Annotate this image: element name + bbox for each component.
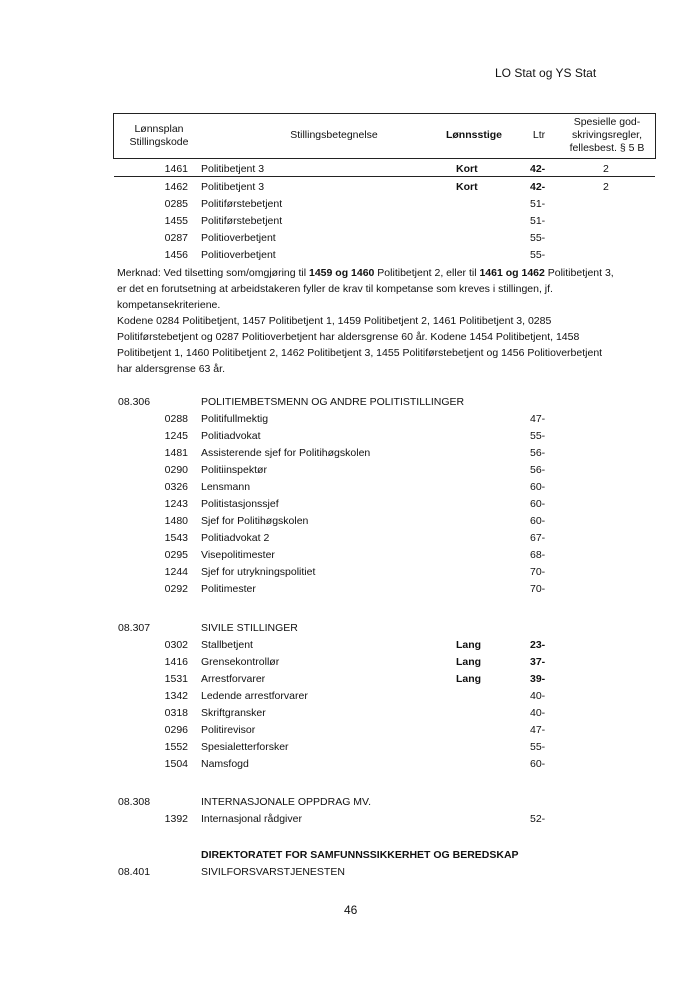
- row-ltr: 42-: [530, 181, 546, 193]
- row-title: Namsfogd: [201, 758, 249, 770]
- table-row: [0, 758, 700, 775]
- table-row: [0, 232, 700, 249]
- col-stige-header: Lønnsstige: [445, 129, 502, 141]
- section-title: POLITIEMBETSMENN OG ANDRE POLITISTILLINGER: [201, 396, 465, 408]
- row-spes: 2: [603, 181, 609, 193]
- row-title: Visepolitimester: [201, 549, 275, 561]
- row-title: Politioverbetjent: [201, 249, 276, 261]
- section-title: SIVILE STILLINGER: [201, 622, 298, 634]
- row-ltr: 39-: [530, 673, 546, 685]
- row-stige: Lang: [456, 656, 482, 668]
- row-code: 0302: [164, 639, 188, 651]
- table-row: [0, 741, 700, 758]
- table-row: [0, 724, 700, 741]
- col1-line1: Lønnsplan: [134, 123, 184, 135]
- note-paragraph: [117, 265, 657, 377]
- row-code: 1245: [164, 430, 188, 442]
- row-title: Politiførstebetjent: [201, 215, 283, 227]
- row-title: Stallbetjent: [201, 639, 253, 651]
- row-stige: Kort: [456, 163, 478, 175]
- row-title: Politimester: [201, 583, 256, 595]
- row-title: Sjef for utrykningspolitiet: [201, 566, 316, 578]
- row-ltr: 56-: [530, 464, 546, 476]
- row-code: 1455: [164, 215, 188, 227]
- table-row: [0, 566, 700, 583]
- table-row: [0, 447, 700, 464]
- row-code: 0287: [164, 232, 188, 244]
- row-code: 1481: [164, 447, 188, 459]
- row-code: 0285: [164, 198, 188, 210]
- row-code: 1480: [164, 515, 188, 527]
- row-ltr: 40-: [530, 707, 546, 719]
- row-title: Arrestforvarer: [201, 673, 266, 685]
- table-row: [0, 215, 700, 232]
- note-line2: er det en forutsetning at arbeidstakeren fyller de krav til kompetanse som kreves i stillingen, jf.: [117, 283, 553, 295]
- note-bold-codes: 1459 og 1460: [309, 267, 375, 279]
- note-line6: Politibetjent 1, 1460 Politibetjent 2, 1462 Politibetjent 3, 1455 Politiførstebetjent og 1456 Politioverbetjent: [117, 347, 603, 359]
- section-code: 08.306: [118, 396, 151, 408]
- row-ltr: 70-: [530, 566, 546, 578]
- row-code: 1392: [164, 813, 188, 825]
- row-stige: Kort: [456, 181, 478, 193]
- note-line1: [117, 265, 657, 281]
- row-code: 0295: [164, 549, 188, 561]
- row-title: Politistasjonssjef: [201, 498, 279, 510]
- note-line3: kompetansekriteriene.: [117, 299, 221, 311]
- row-ltr: 60-: [530, 758, 546, 770]
- col-lonnsplan-header: [114, 123, 204, 149]
- note-bold-codes: 1461 og 1462: [479, 267, 545, 279]
- row-title: Assisterende sjef for Politihøgskolen: [201, 447, 371, 459]
- note-line7: har aldersgrense 63 år.: [117, 363, 225, 375]
- row-spes: 2: [603, 163, 609, 175]
- row-ltr: 60-: [530, 481, 546, 493]
- row-code: 1244: [164, 566, 188, 578]
- row-ltr: 67-: [530, 532, 546, 544]
- row-ltr: 47-: [530, 724, 546, 736]
- section-code: 08.308: [118, 796, 151, 808]
- col5-line2: skrivingsregler,: [571, 129, 643, 141]
- table-separator: [114, 176, 655, 177]
- col-ltr-header: Ltr: [532, 129, 546, 141]
- directorate-heading: DIREKTORATET FOR SAMFUNNSSIKKERHET OG BEREDSKAP: [201, 849, 519, 861]
- table-row: [0, 413, 700, 430]
- row-title: Politibetjent 3: [201, 181, 265, 193]
- row-ltr: 55-: [530, 249, 546, 261]
- row-ltr: 23-: [530, 639, 546, 651]
- table-row: [0, 690, 700, 707]
- row-ltr: 40-: [530, 690, 546, 702]
- row-title: Ledende arrestforvarer: [201, 690, 308, 702]
- row-ltr: 55-: [530, 430, 546, 442]
- table-row: [0, 198, 700, 215]
- table-row: [0, 583, 700, 600]
- table-row: [0, 181, 700, 198]
- row-code: 0290: [164, 464, 188, 476]
- table-row: [0, 549, 700, 566]
- note-text: Politibetjent 2, eller til: [374, 267, 480, 279]
- row-title: Spesialetterforsker: [201, 741, 289, 753]
- row-title: Politiførstebetjent: [201, 198, 283, 210]
- row-ltr: 42-: [530, 163, 546, 175]
- row-title: Lensmann: [201, 481, 251, 493]
- row-stige: Lang: [456, 673, 482, 685]
- col-title-header: Stillingsbetegnelse: [290, 129, 378, 141]
- page-number: 46: [344, 903, 358, 917]
- note-text: Merknad: Ved tilsetting som/omgjøring til: [117, 267, 309, 279]
- row-title: Internasjonal rådgiver: [201, 813, 302, 825]
- row-ltr: 37-: [530, 656, 546, 668]
- row-ltr: 51-: [530, 215, 546, 227]
- col-spes-header: [560, 116, 654, 155]
- row-ltr: 55-: [530, 741, 546, 753]
- row-ltr: 60-: [530, 515, 546, 527]
- row-code: 1342: [164, 690, 188, 702]
- row-code: 0318: [164, 707, 188, 719]
- section-title: SIVILFORSVARSTJENESTEN: [201, 866, 345, 878]
- table-row: [0, 532, 700, 549]
- row-ltr: 55-: [530, 232, 546, 244]
- row-title: Politifullmektig: [201, 413, 269, 425]
- row-code: 1461: [164, 163, 188, 175]
- row-ltr: 68-: [530, 549, 546, 561]
- row-ltr: 70-: [530, 583, 546, 595]
- section-title: INTERNASJONALE OPPDRAG MV.: [201, 796, 371, 808]
- row-title: Politirevisor: [201, 724, 256, 736]
- row-title: Politiadvokat 2: [201, 532, 270, 544]
- row-title: Politiadvokat: [201, 430, 261, 442]
- row-code: 1552: [164, 741, 188, 753]
- section-code: 08.307: [118, 622, 151, 634]
- section-code: 08.401: [118, 866, 151, 878]
- row-code: 0326: [164, 481, 188, 493]
- table-row: [0, 515, 700, 532]
- row-code: 0288: [164, 413, 188, 425]
- row-code: 0292: [164, 583, 188, 595]
- row-title: Sjef for Politihøgskolen: [201, 515, 309, 527]
- row-title: Politibetjent 3: [201, 163, 265, 175]
- row-ltr: 56-: [530, 447, 546, 459]
- row-title: Politiinspektør: [201, 464, 267, 476]
- header-org: LO Stat og YS Stat: [495, 66, 597, 80]
- note-line5: Politiførstebetjent og 0287 Politioverbetjent har aldersgrense 60 år. Kodene 1454 Politibetjent, 1458: [117, 331, 580, 343]
- row-ltr: 60-: [530, 498, 546, 510]
- row-ltr: 47-: [530, 413, 546, 425]
- col1-line2: Stillingskode: [129, 136, 189, 148]
- row-stige: Lang: [456, 639, 482, 651]
- table-row: [0, 673, 700, 690]
- row-code: 1243: [164, 498, 188, 510]
- row-code: 0296: [164, 724, 188, 736]
- row-code: 1416: [164, 656, 188, 668]
- table-row: [0, 464, 700, 481]
- table-row: [0, 498, 700, 515]
- row-code: 1531: [164, 673, 188, 685]
- row-title: Politioverbetjent: [201, 232, 276, 244]
- row-code: 1456: [164, 249, 188, 261]
- table-row: [0, 249, 700, 266]
- table-row: [0, 481, 700, 498]
- row-title: Grensekontrollør: [201, 656, 280, 668]
- table-row: [0, 656, 700, 673]
- row-code: 1462: [164, 181, 188, 193]
- table-row: [0, 707, 700, 724]
- table-header: [113, 113, 656, 159]
- table-row: [0, 430, 700, 447]
- row-code: 1543: [164, 532, 188, 544]
- note-text: Politibetjent 3,: [544, 267, 614, 279]
- row-ltr: 51-: [530, 198, 546, 210]
- table-row: [0, 163, 700, 180]
- table-row: [0, 813, 700, 830]
- row-title: Skriftgransker: [201, 707, 266, 719]
- col5-line3: fellesbest. § 5 B: [569, 142, 645, 154]
- col5-line1: Spesielle god-: [573, 116, 641, 128]
- note-line4: Kodene 0284 Politibetjent, 1457 Politibetjent 1, 1459 Politibetjent 2, 1461 Politibetjent 3, 0285: [117, 315, 552, 327]
- row-code: 1504: [164, 758, 188, 770]
- row-ltr: 52-: [530, 813, 546, 825]
- table-row: [0, 639, 700, 656]
